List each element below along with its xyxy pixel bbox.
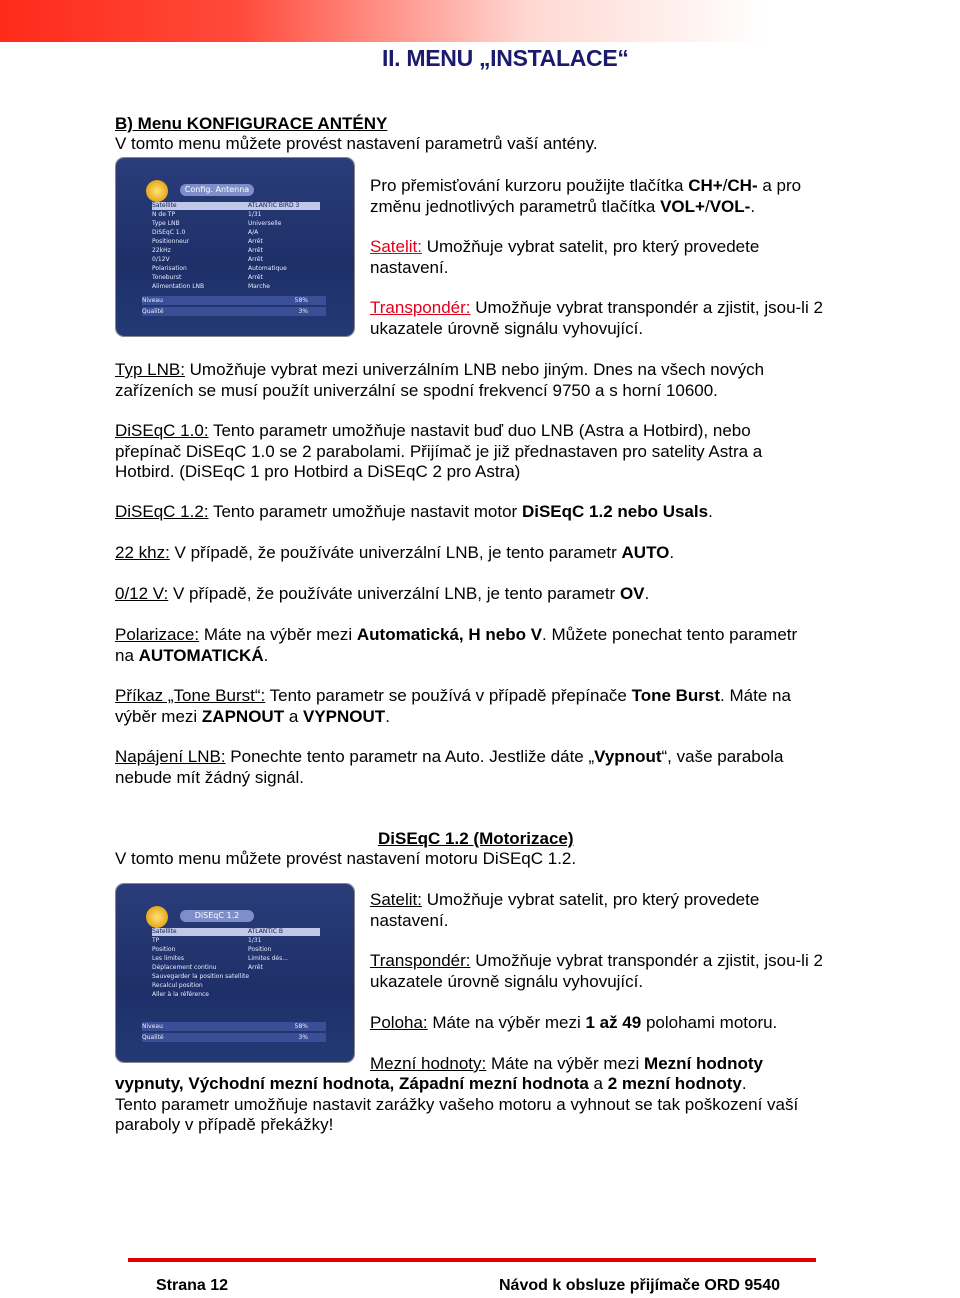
motor-section-heading: DiSEqC 1.2 (Motorizace): [378, 829, 574, 848]
satelit-description: Satelit: Umožňuje vybrat satelit, pro který provedete nastavení.: [370, 237, 760, 277]
motor-transponder-description: Transpondér: Umožňuje vybrat transpondér a zjistit, jsou-li 2 ukazatele úrovně signálu vyhovující.: [370, 951, 823, 991]
toneburst-description: Příkaz „Tone Burst“: Tento parametr se používá v případě přepínače Tone Burst. Máte na výběr mezi ZAPNOUT a VYPNOUT.: [115, 686, 791, 726]
osd-row: 22kHz Arrêt: [152, 247, 263, 254]
osd-row: Recalcul position: [152, 982, 203, 989]
antenna-config-screenshot: [116, 158, 354, 336]
polarization-description: Polarizace: Máte na výběr mezi Automatická, H nebo V. Můžete ponechat tento parametr na AUTOMATICKÁ.: [115, 625, 798, 665]
section-intro: V tomto menu můžete provést nastavení parametrů vaší antény.: [115, 134, 598, 153]
osd-row: Sauvegarder la position satellite: [152, 973, 250, 980]
osd-row: Polarisation Automatique: [152, 265, 287, 272]
lnb-description: Typ LNB: Umožňuje vybrat mezi univerzálním LNB nebo jiným. Dnes na všech nových zařízeních se musí použít univerzální se spodní frekvencí 9750 a s horní 10600.: [115, 360, 765, 400]
osd-row: DiSEqC 1.0 A/A: [152, 229, 259, 236]
diseqc10-description: DiSEqC 1.0: Tento parametr umožňuje nastavit buď duo LNB (Astra a Hotbird), nebo přepínač DiSEqC 1.0 se 2 parabolami. Přijímač je již přednastaven pro satelity Astra a Hotbird. (DiSEqC 1 pro Hotbird a DiSEqC 2 pro Astra): [115, 421, 763, 481]
section-heading: B) Menu KONFIGURACE ANTÉNY: [115, 114, 388, 133]
page-number: Strana 12: [156, 1277, 229, 1294]
lnb-power-description: Napájení LNB: Ponechte tento parametr na Auto. Jestliže dáte „Vypnout“, vaše parabola nebude mít žádný signál.: [115, 747, 784, 787]
osd-row: Satellite ATLANTIC BIRD 3: [152, 202, 320, 210]
motor-section-intro: V tomto menu můžete provést nastavení motoru DiSEqC 1.2.: [115, 849, 577, 868]
signal-level: Niveau 58%: [142, 1022, 326, 1031]
osd-row: Déplacement continu Arrêt: [152, 964, 263, 971]
position-description: Poloha: Máte na výběr mezi 1 až 49 polohami motoru.: [370, 1013, 778, 1032]
voltage-description: 0/12 V: V případě, že používáte univerzální LNB, je tento parametr OV.: [115, 584, 650, 603]
osd-row: N de TP 1/31: [152, 211, 262, 218]
osd-row: Toneburst Arrêt: [152, 274, 263, 281]
osd-row: Positionneur Arrêt: [152, 238, 263, 245]
osd-title: Config. Antenna: [180, 184, 254, 196]
signal-quality: Qualité 3%: [142, 1033, 326, 1042]
sun-logo-icon: [146, 906, 168, 928]
transponder-description: Transpondér: Umožňuje vybrat transpondér a zjistit, jsou-li 2 ukazatele úrovně signálu vyhovující.: [370, 298, 823, 338]
osd-row: Position Position: [152, 946, 272, 953]
osd-row: 0/12V Arrêt: [152, 256, 263, 263]
signal-quality: Qualité 3%: [142, 307, 326, 316]
diseqc12-description: DiSEqC 1.2: Tento parametr umožňuje nastavit motor DiSEqC 1.2 nebo Usals.: [115, 502, 713, 521]
osd-row: Aller à la référence: [152, 991, 209, 998]
header-banner: [0, 0, 960, 42]
sun-logo-icon: [146, 180, 168, 202]
motor-satelit-description: Satelit: Umožňuje vybrat satelit, pro který provedete nastavení.: [370, 890, 760, 930]
page-title: II. MENU „INSTALACE“: [382, 45, 629, 71]
manual-title: Návod k obsluze přijímače ORD 9540: [499, 1277, 780, 1294]
osd-row: Les limites Limites dés...: [152, 955, 288, 962]
diseqc-motor-screenshot: [116, 884, 354, 1062]
limits-description: vypnuty, Východní mezní hodnota, Západní mezní hodnota a 2 mezní hodnoty. Tento parametr umožňuje nastavit zarážky vašeho motoru a vyhnout se tak poškození vaší paraboly v případě překážky!: [115, 1074, 799, 1134]
limits-description-line-1: Mezní hodnoty: Máte na výběr mezi Mezní hodnoty: [370, 1054, 764, 1073]
osd-row: TP 1/31: [152, 937, 262, 944]
signal-level: Niveau 58%: [142, 296, 326, 305]
osd-row: Alimentation LNB Marche: [152, 283, 270, 290]
osd-row: Satellite ATLANTIC B: [152, 928, 320, 936]
osd-row: Type LNB Universelle: [152, 220, 282, 227]
navigation-hint: Pro přemisťování kurzoru použijte tlačítka CH+/CH- a pro změnu jednotlivých parametrů tlačítka VOL+/VOL-.: [370, 176, 802, 216]
osd-title: DiSEqC 1.2: [180, 910, 254, 922]
footer-divider: [128, 1258, 816, 1262]
khz-description: 22 khz: V případě, že používáte univerzální LNB, je tento parametr AUTO.: [115, 543, 675, 562]
